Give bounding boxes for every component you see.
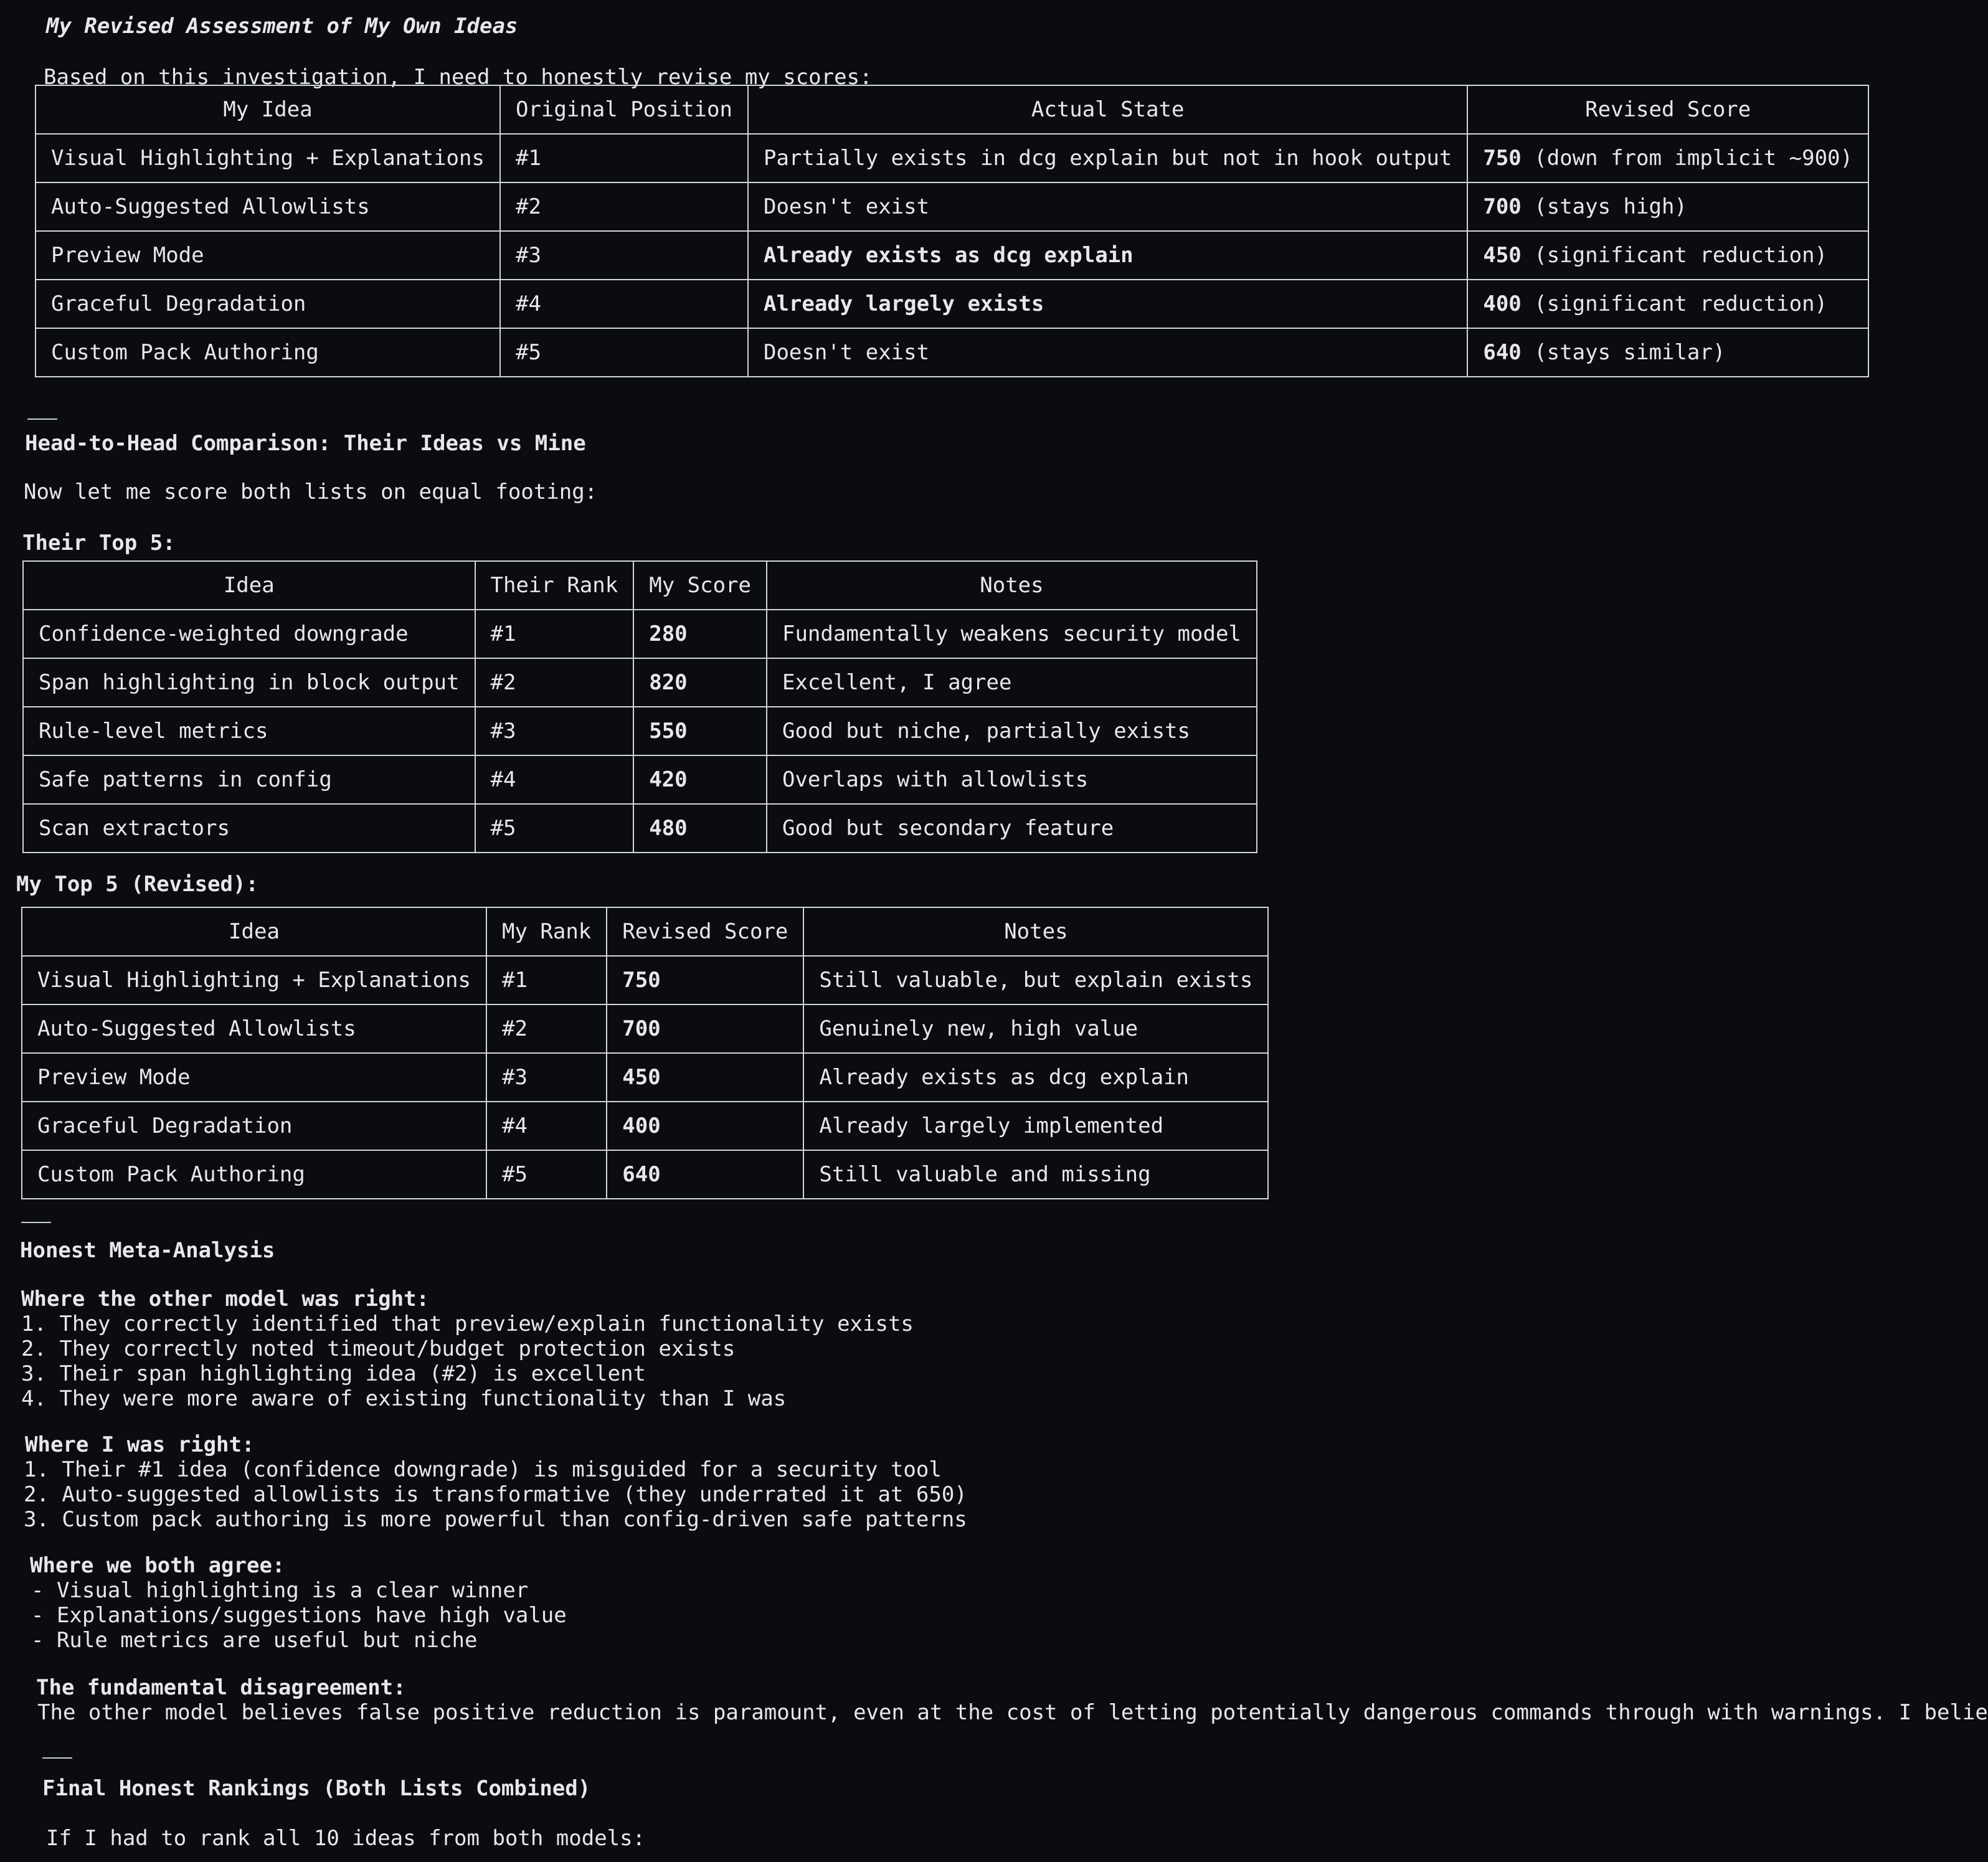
rank-cell: #3 [475, 707, 634, 755]
notes-cell: Already largely implemented [803, 1102, 1268, 1150]
i-was-right-label: Where I was right: [25, 1432, 255, 1457]
notes-cell: Good but niche, partially exists [767, 707, 1257, 755]
notes-cell: Already exists as dcg explain [803, 1053, 1268, 1102]
notes-cell: Good but secondary feature [767, 804, 1257, 853]
rank-cell: #5 [486, 1150, 607, 1199]
notes-cell: Excellent, I agree [767, 658, 1257, 707]
idea-cell: Preview Mode [36, 231, 500, 280]
fundamental-disagreement-label: The fundamental disagreement: [36, 1675, 406, 1700]
rank-cell: #4 [486, 1102, 607, 1150]
list-item: 1. They correctly identified that preview/explain functionality exists [21, 1311, 914, 1336]
actual-state-cell: Already largely exists [748, 280, 1467, 328]
score-cell: 480 [633, 804, 767, 853]
table-row [36, 134, 1868, 182]
actual-state-cell: Doesn't exist [748, 182, 1467, 231]
score-value: 750 [1483, 145, 1522, 171]
score-cell: 640 [607, 1150, 803, 1199]
list-item: - Visual highlighting is a clear winner [31, 1578, 529, 1603]
rank-cell: #3 [486, 1053, 607, 1102]
column-header: My Rank [486, 907, 607, 956]
both-agree-label: Where we both agree: [30, 1553, 285, 1578]
section-heading-meta-analysis: Honest Meta-Analysis [20, 1238, 275, 1263]
table-row [23, 658, 1257, 707]
position-cell: #1 [500, 134, 748, 182]
column-header: Idea [22, 907, 486, 956]
idea-cell: Graceful Degradation [36, 280, 500, 328]
table-row [22, 1150, 1268, 1199]
score-note: (stays high) [1521, 194, 1687, 219]
score-note: (stays similar) [1521, 339, 1726, 365]
list-item: - Explanations/suggestions have high value [31, 1603, 567, 1628]
revised-assessment-table [35, 85, 1869, 377]
column-header: Their Rank [475, 561, 634, 610]
rank-cell: #1 [475, 610, 634, 658]
column-header: My Score [633, 561, 767, 610]
column-header: Revised Score [607, 907, 803, 956]
table-header-row [22, 907, 1268, 956]
position-cell: #4 [500, 280, 748, 328]
notes-cell: Genuinely new, high value [803, 1004, 1268, 1053]
score-cell: 700 [607, 1004, 803, 1053]
notes-cell: Overlaps with allowlists [767, 755, 1257, 804]
table-row [36, 182, 1868, 231]
idea-cell: Preview Mode [22, 1053, 486, 1102]
table-row [23, 804, 1257, 853]
score-value: 400 [1483, 291, 1522, 316]
revised-score-cell [1467, 182, 1868, 231]
revised-score-cell [1467, 280, 1868, 328]
revised-score-cell [1467, 328, 1868, 377]
revised-score-cell [1467, 134, 1868, 182]
their-top-5-label: Their Top 5: [22, 531, 176, 555]
table-row [23, 707, 1257, 755]
table-row [23, 610, 1257, 658]
table-row [36, 280, 1868, 328]
position-cell: #2 [500, 182, 748, 231]
table-row [36, 328, 1868, 377]
score-cell: 550 [633, 707, 767, 755]
column-header: Notes [767, 561, 1257, 610]
idea-cell: Safe patterns in config [23, 755, 475, 804]
horizontal-rule [42, 1757, 72, 1759]
list-item: 2. Auto-suggested allowlists is transformative (they underrated it at 650) [24, 1482, 967, 1507]
table-row [36, 231, 1868, 280]
revised-assessment-intro: Based on this investigation, I need to honestly revise my scores: [44, 65, 873, 90]
score-cell: 280 [633, 610, 767, 658]
table-row [22, 1102, 1268, 1150]
score-value: 700 [1483, 194, 1522, 219]
score-cell: 750 [607, 956, 803, 1004]
head-to-head-intro: Now let me score both lists on equal footing: [24, 480, 598, 504]
actual-state-cell: Doesn't exist [748, 328, 1467, 377]
column-header: Actual State [748, 85, 1467, 134]
idea-cell: Custom Pack Authoring [22, 1150, 486, 1199]
idea-cell: Confidence-weighted downgrade [23, 610, 475, 658]
idea-cell: Auto-Suggested Allowlists [36, 182, 500, 231]
score-cell: 400 [607, 1102, 803, 1150]
table-header-row [23, 561, 1257, 610]
list-item: 3. Their span highlighting idea (#2) is excellent [21, 1361, 646, 1386]
actual-state-cell: Already exists as dcg explain [748, 231, 1467, 280]
list-item: 4. They were more aware of existing functionality than I was [21, 1386, 787, 1411]
table-row [22, 956, 1268, 1004]
notes-cell: Fundamentally weakens security model [767, 610, 1257, 658]
rank-cell: #2 [475, 658, 634, 707]
score-cell: 420 [633, 755, 767, 804]
idea-cell: Visual Highlighting + Explanations [36, 134, 500, 182]
horizontal-rule [27, 418, 57, 420]
idea-cell: Visual Highlighting + Explanations [22, 956, 486, 1004]
table-row [22, 1053, 1268, 1102]
idea-cell: Scan extractors [23, 804, 475, 853]
column-header: Revised Score [1467, 85, 1868, 134]
other-model-right-label: Where the other model was right: [21, 1287, 430, 1311]
column-header: Idea [23, 561, 475, 610]
table-row [23, 755, 1257, 804]
my-top-5-table [21, 907, 1269, 1199]
column-header: My Idea [36, 85, 500, 134]
rank-cell: #2 [486, 1004, 607, 1053]
my-top-5-label: My Top 5 (Revised): [16, 872, 258, 897]
list-item: - Rule metrics are useful but niche [31, 1628, 478, 1653]
rank-cell: #4 [475, 755, 634, 804]
section-heading-head-to-head: Head-to-Head Comparison: Their Ideas vs Mine [25, 431, 586, 456]
final-rankings-intro: If I had to rank all 10 ideas from both models: [46, 1826, 646, 1851]
list-item: 1. Their #1 idea (confidence downgrade) is misguided for a security tool [24, 1457, 942, 1482]
position-cell: #5 [500, 328, 748, 377]
actual-state-cell: Partially exists in dcg explain but not in hook output [748, 134, 1467, 182]
idea-cell: Auto-Suggested Allowlists [22, 1004, 486, 1053]
idea-cell: Custom Pack Authoring [36, 328, 500, 377]
section-heading-final-rankings: Final Honest Rankings (Both Lists Combined) [42, 1776, 591, 1801]
idea-cell: Rule-level metrics [23, 707, 475, 755]
idea-cell: Span highlighting in block output [23, 658, 475, 707]
list-item: 3. Custom pack authoring is more powerful than config-driven safe patterns [24, 1507, 967, 1532]
notes-cell: Still valuable and missing [803, 1150, 1268, 1199]
score-cell: 820 [633, 658, 767, 707]
score-value: 640 [1483, 339, 1522, 365]
table-header-row [36, 85, 1868, 134]
score-cell: 450 [607, 1053, 803, 1102]
rank-cell: #5 [475, 804, 634, 853]
their-top-5-table [22, 560, 1257, 853]
score-value: 450 [1483, 242, 1522, 268]
score-note: (down from implicit ~900) [1521, 145, 1853, 171]
revised-score-cell [1467, 231, 1868, 280]
column-header: Notes [803, 907, 1268, 956]
section-heading-revised-assessment: My Revised Assessment of My Own Ideas [46, 14, 518, 39]
fundamental-disagreement-text: The other model believes false positive reduction is paramount, even at the cost of letting potentially dangerous commands through with warnings. I belie [37, 1700, 1988, 1725]
score-note: (significant reduction) [1521, 291, 1828, 316]
list-item: 2. They correctly noted timeout/budget protection exists [21, 1336, 736, 1361]
rank-cell: #1 [486, 956, 607, 1004]
notes-cell: Still valuable, but explain exists [803, 956, 1268, 1004]
table-row [22, 1004, 1268, 1053]
idea-cell: Graceful Degradation [22, 1102, 486, 1150]
horizontal-rule [21, 1222, 51, 1223]
position-cell: #3 [500, 231, 748, 280]
column-header: Original Position [500, 85, 748, 134]
score-note: (significant reduction) [1521, 242, 1828, 268]
